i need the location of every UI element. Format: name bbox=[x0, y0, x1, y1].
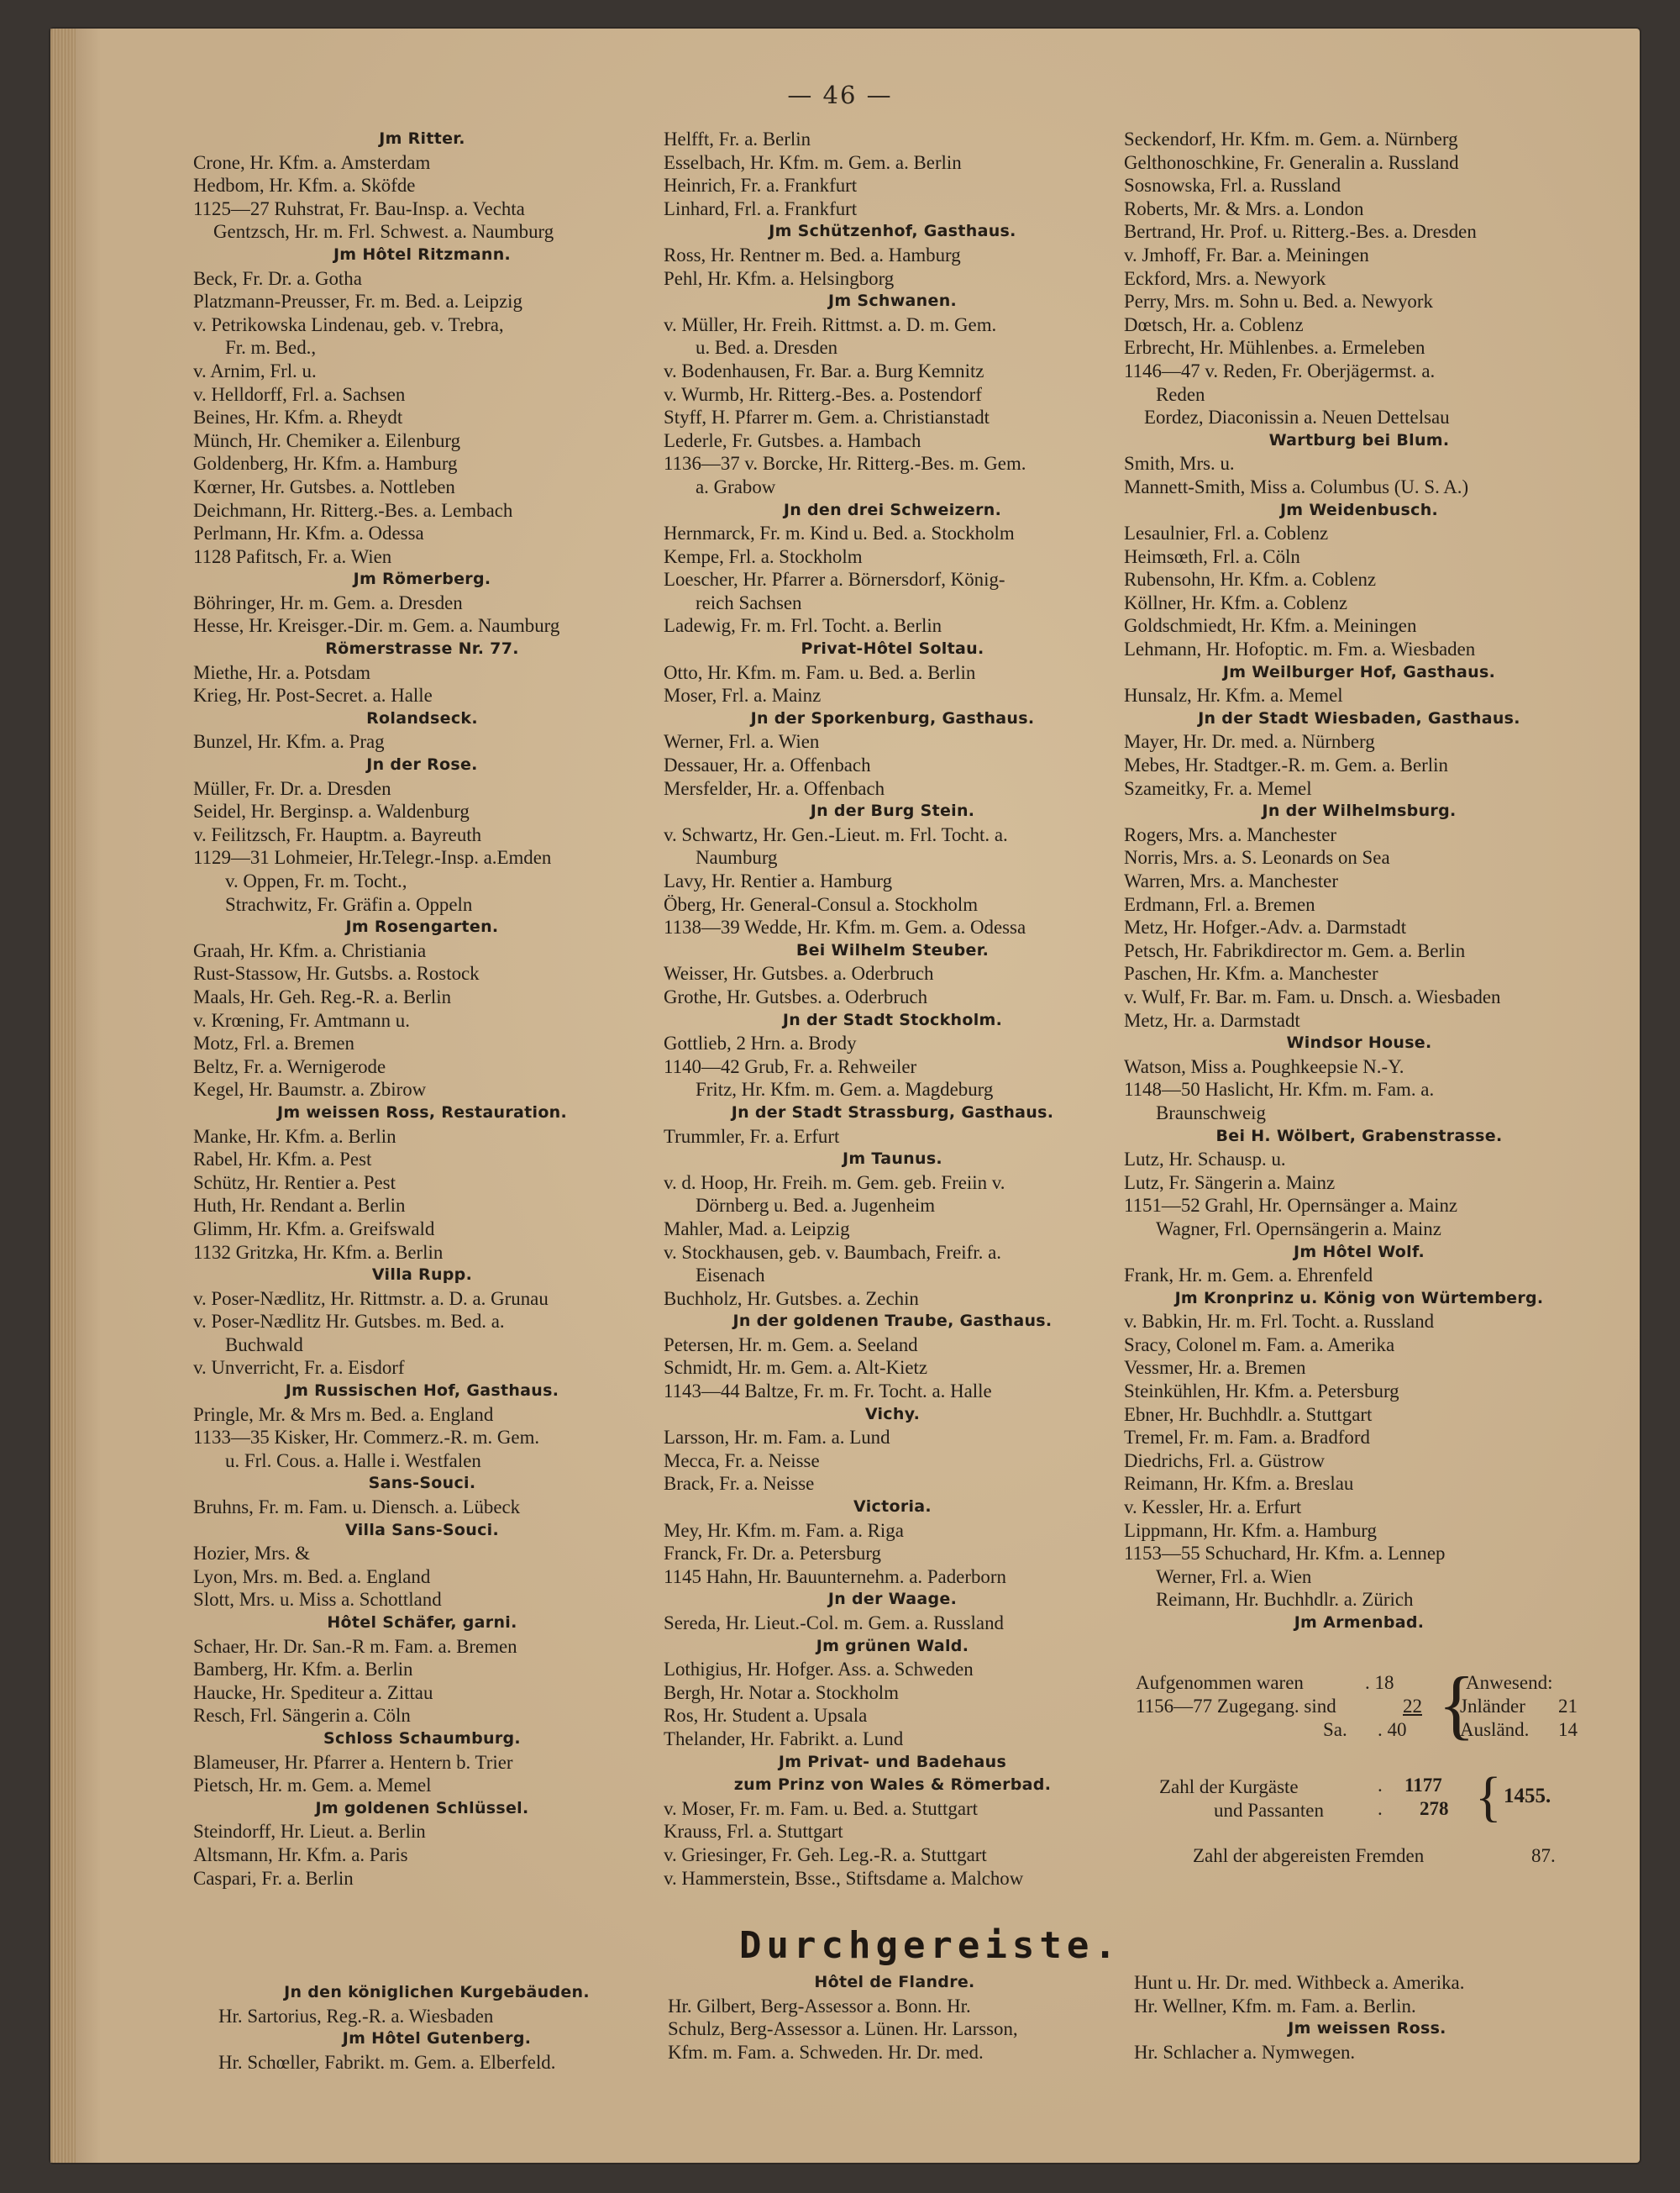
guest-entry: Hedbom, Hr. Kfm. a. Sköfde bbox=[193, 175, 416, 197]
guest-entry: Fr. m. Bed., bbox=[225, 337, 317, 359]
guest-entry: Esselbach, Hr. Kfm. m. Gem. a. Berlin bbox=[664, 151, 962, 173]
section-heading: Jm Schwanen. bbox=[827, 292, 958, 311]
guest-entry: 1143—44 Baltze, Fr. m. Fr. Tocht. a. Halle bbox=[664, 1380, 992, 1402]
guest-entry: Sracy, Colonel m. Fam. a. Amerika bbox=[1124, 1333, 1395, 1355]
guest-entry: Caspari, Fr. a. Berlin bbox=[193, 1867, 354, 1889]
guest-entry: Lutz, Hr. Schausp. u. bbox=[1124, 1149, 1286, 1170]
guest-entry: Hr. Schœller, Fabrikt. m. Gem. a. Elberfeld. bbox=[218, 2051, 556, 2073]
guest-entry: Petsch, Hr. Fabrikdirector m. Gem. a. Berlin bbox=[1124, 939, 1466, 961]
guest-entry: v. Feilitzsch, Fr. Hauptm. a. Bayreuth bbox=[193, 823, 482, 845]
durchgereiste-title: Durchgereiste. bbox=[739, 1924, 1121, 1967]
guest-entry: 1140—42 Grub, Fr. a. Rehweiler bbox=[664, 1055, 917, 1077]
section-heading: Wartburg bei Blum. bbox=[1268, 430, 1450, 450]
guest-entry: Heimsœth, Frl. a. Cöln bbox=[1124, 545, 1300, 567]
section-heading: Jn der Burg Stein. bbox=[810, 802, 975, 821]
guest-entry: Diedrichs, Frl. a. Güstrow bbox=[1124, 1449, 1326, 1471]
guest-entry: Erbrecht, Hr. Mühlenbes. a. Ermeleben bbox=[1124, 337, 1425, 359]
section-heading: Jn der Stadt Stockholm. bbox=[782, 1010, 1003, 1029]
guest-entry: Sosnowska, Frl. a. Russland bbox=[1124, 175, 1341, 197]
section-heading: Jn der Rose. bbox=[366, 755, 478, 775]
guest-entry: Reimann, Hr. Buchhdlr. a. Zürich bbox=[1156, 1589, 1414, 1611]
guest-entry: 1129—31 Lohmeier, Hr.Telegr.-Insp. a.Emden bbox=[193, 847, 552, 869]
guest-entry: Platzmann-Preusser, Fr. m. Bed. a. Leipzig bbox=[193, 291, 522, 313]
guest-entry: Dessauer, Hr. a. Offenbach bbox=[664, 755, 871, 776]
guest-entry: Lippmann, Hr. Kfm. a. Hamburg bbox=[1124, 1519, 1377, 1541]
footer-middle bbox=[668, 1971, 1121, 2064]
guest-entry: Petersen, Hr. m. Gem. a. Seeland bbox=[664, 1333, 918, 1355]
section-heading: Jn den drei Schweizern. bbox=[783, 500, 1002, 519]
guest-entry: Graah, Hr. Kfm. a. Christiania bbox=[193, 939, 427, 961]
guest-entry: Otto, Hr. Kfm. m. Fam. u. Bed. a. Berlin bbox=[664, 661, 976, 683]
guest-entry: Lyon, Mrs. m. Bed. a. England bbox=[193, 1565, 431, 1587]
guest-entry: 1128 Pafitsch, Fr. a. Wien bbox=[193, 545, 392, 567]
guest-entry: Loescher, Hr. Pfarrer a. Börnersdorf, König- bbox=[664, 569, 1005, 591]
section-heading: Bei Wilhelm Steuber. bbox=[795, 940, 990, 960]
guest-entry: Kegel, Hr. Baumstr. a. Zbirow bbox=[193, 1079, 427, 1101]
page-edges bbox=[50, 29, 76, 2163]
guest-entry: v. Moser, Fr. m. Fam. u. Bed. a. Stuttgart bbox=[664, 1797, 979, 1819]
guest-entry: Styff, H. Pfarrer m. Gem. a. Christianstadt bbox=[664, 407, 990, 429]
guest-entry: Thelander, Hr. Fabrikt. a. Lund bbox=[664, 1728, 904, 1749]
guest-entry: u. Frl. Cous. a. Halle i. Westfalen bbox=[225, 1449, 481, 1471]
section-heading: Jm weissen Ross. bbox=[1288, 2019, 1446, 2038]
guest-entry: v. Schwartz, Hr. Gen.-Lieut. m. Frl. Tocht. a. bbox=[664, 823, 1008, 845]
section-heading: Jm Ritter. bbox=[379, 129, 465, 148]
section-heading: Sans-Souci. bbox=[368, 1474, 476, 1493]
guest-entry: Dœtsch, Hr. a. Coblenz bbox=[1124, 313, 1304, 335]
guest-entry: Steinkühlen, Hr. Kfm. a. Petersburg bbox=[1124, 1380, 1399, 1402]
guest-entry: Pietsch, Hr. m. Gem. a. Memel bbox=[193, 1775, 432, 1796]
guest-entry: Beltz, Fr. a. Wernigerode bbox=[193, 1055, 386, 1077]
guest-entry: Naumburg bbox=[696, 847, 778, 869]
guest-entry: Gelthonoschkine, Fr. Generalin a. Russland bbox=[1124, 151, 1459, 173]
guest-entry: Müller, Fr. Dr. a. Dresden bbox=[193, 777, 391, 799]
armenbad-inlaender-value: 21 bbox=[1558, 1696, 1578, 1717]
guest-entry: 1146—47 v. Reden, Fr. Oberjägermst. a. bbox=[1124, 360, 1436, 381]
guest-entry: Larsson, Hr. m. Fam. a. Lund bbox=[664, 1427, 890, 1449]
guest-entry: Kœrner, Hr. Gutsbes. a. Nottleben bbox=[193, 476, 455, 497]
guest-entry: Rust-Stassow, Hr. Gutsbs. a. Rostock bbox=[193, 963, 480, 985]
section-heading: Jn der Stadt Wiesbaden, Gasthaus. bbox=[1198, 708, 1520, 728]
kurgaeste-value: 1177 bbox=[1404, 1775, 1442, 1796]
armenbad-auslaender-value: 14 bbox=[1558, 1719, 1578, 1740]
guest-entry: Vessmer, Hr. a. Bremen bbox=[1124, 1357, 1306, 1379]
guest-entry: Franck, Fr. Dr. a. Petersburg bbox=[664, 1543, 881, 1565]
guest-entry: Pringle, Mr. & Mrs m. Bed. a. England bbox=[193, 1403, 494, 1425]
guest-entry: Buchholz, Hr. Gutsbes. a. Zechin bbox=[664, 1287, 919, 1309]
section-heading: Rolandseck. bbox=[366, 708, 478, 728]
guest-entry: v. Petrikowska Lindenau, geb. v. Trebra, bbox=[193, 313, 504, 335]
guest-entry: Mebes, Hr. Stadtger.-R. m. Gem. a. Berlin bbox=[1124, 755, 1448, 776]
guest-entry: Heinrich, Fr. a. Frankfurt bbox=[664, 175, 858, 197]
guest-entry: v. Wulf, Fr. Bar. m. Fam. u. Dnsch. a. Wiesbaden bbox=[1124, 986, 1501, 1007]
guest-entry: Böhringer, Hr. m. Gem. a. Dresden bbox=[193, 592, 463, 613]
guest-entry: Bruhns, Fr. m. Fam. u. Diensch. a. Lübeck bbox=[193, 1496, 521, 1518]
guest-entry: v. Poser-Nædlitz Hr. Gutsbes. m. Bed. a. bbox=[193, 1311, 505, 1333]
kurgaeste-dot: . bbox=[1378, 1775, 1383, 1796]
kurgaeste-label: Zahl der Kurgäste bbox=[1159, 1776, 1299, 1797]
section-heading: Hôtel Schäfer, garni. bbox=[327, 1613, 517, 1632]
guest-entry: Schulz, Berg-Assessor a. Lünen. Hr. Larsson, bbox=[668, 2018, 1018, 2040]
guest-entry: Trummler, Fr. a. Erfurt bbox=[664, 1125, 840, 1147]
guest-entry: Strachwitz, Fr. Gräfin a. Oppeln bbox=[225, 893, 473, 915]
guest-entry: Steindorff, Hr. Lieut. a. Berlin bbox=[193, 1821, 426, 1843]
section-heading: Jm Armenbad. bbox=[1294, 1613, 1425, 1632]
section-heading: Jm Taunus. bbox=[843, 1149, 942, 1169]
guest-entry: Schmidt, Hr. m. Gem. a. Alt-Kietz bbox=[664, 1357, 928, 1379]
guest-entry: Werner, Frl. a. Wien bbox=[664, 731, 820, 753]
guest-entry: Lutz, Fr. Sängerin a. Mainz bbox=[1124, 1171, 1336, 1193]
guest-entry: v. Krœning, Fr. Amtmann u. bbox=[193, 1009, 410, 1031]
guest-entry: Ladewig, Fr. m. Frl. Tocht. a. Berlin bbox=[664, 615, 942, 637]
guest-entry: Fritz, Hr. Kfm. m. Gem. a. Magdeburg bbox=[696, 1079, 994, 1101]
guest-entry: Manke, Hr. Kfm. a. Berlin bbox=[193, 1125, 396, 1147]
guest-entry: Metz, Hr. a. Darmstadt bbox=[1124, 1009, 1300, 1031]
section-heading: Jm Weilburger Hof, Gasthaus. bbox=[1222, 662, 1496, 681]
guest-entry: 1145 Hahn, Hr. Bauunternehm. a. Paderborn bbox=[664, 1565, 1006, 1587]
guest-entry: Hesse, Hr. Kreisger.-Dir. m. Gem. a. Naumburg bbox=[193, 615, 560, 637]
guest-entry: Mey, Hr. Kfm. m. Fam. a. Riga bbox=[664, 1519, 904, 1541]
guest-entry: Blameuser, Hr. Pfarrer a. Hentern b. Trier bbox=[193, 1751, 513, 1773]
guest-entry: Rubensohn, Hr. Kfm. a. Coblenz bbox=[1124, 569, 1377, 591]
armenbad-sa-value: . 40 bbox=[1378, 1719, 1407, 1740]
section-heading: Schloss Schaumburg. bbox=[323, 1728, 521, 1748]
armenbad-brace: { bbox=[1438, 1661, 1476, 1747]
guest-entry: Schaer, Hr. Dr. San.-R m. Fam. a. Bremen bbox=[193, 1635, 517, 1657]
guest-entry: 1136—37 v. Borcke, Hr. Ritterg.-Bes. m. Gem. bbox=[664, 453, 1026, 475]
guest-entry: Motz, Frl. a. Bremen bbox=[193, 1033, 354, 1054]
section-heading: Jm grünen Wald. bbox=[816, 1636, 969, 1655]
guest-entry: Mahler, Mad. a. Leipzig bbox=[664, 1217, 850, 1239]
guest-entry: v. Oppen, Fr. m. Tocht., bbox=[225, 870, 407, 891]
guest-entry: 1138—39 Wedde, Hr. Kfm. m. Gem. a. Odessa bbox=[664, 917, 1026, 939]
guest-entry: Öberg, Hr. General-Consul a. Stockholm bbox=[664, 893, 979, 915]
guest-entry: Eordez, Diaconissin a. Neuen Dettelsau bbox=[1144, 407, 1450, 429]
guest-entry: Helfft, Fr. a. Berlin bbox=[664, 129, 811, 150]
guest-entry: Norris, Mrs. a. S. Leonards on Sea bbox=[1124, 847, 1390, 869]
guest-entry: Hr. Schlacher a. Nymwegen. bbox=[1134, 2041, 1356, 2063]
section-heading: Jm Rosengarten. bbox=[345, 918, 499, 937]
guest-entry: Hunt u. Hr. Dr. med. Withbeck a. Amerika. bbox=[1134, 1972, 1465, 1993]
guest-entry: Rabel, Hr. Kfm. a. Pest bbox=[193, 1149, 372, 1170]
guest-entry: Werner, Frl. a. Wien bbox=[1156, 1565, 1312, 1587]
guest-entry: 1125—27 Ruhstrat, Fr. Bau-Insp. a. Vechta bbox=[193, 197, 525, 219]
armenbad-aufgenommen-label: Aufgenommen waren bbox=[1136, 1672, 1304, 1693]
guest-entry: v. Arnim, Frl. u. bbox=[193, 360, 317, 381]
guest-entry: Deichmann, Hr. Ritterg.-Bes. a. Lembach bbox=[193, 499, 513, 521]
guest-entry: Hozier, Mrs. & bbox=[193, 1543, 310, 1565]
guest-entry: a. Grabow bbox=[696, 476, 776, 497]
guest-entry: Mersfelder, Hr. a. Offenbach bbox=[664, 777, 885, 799]
guest-entry: Slott, Mrs. u. Miss a. Schottland bbox=[193, 1589, 442, 1611]
guest-entry: Hr. Wellner, Kfm. m. Fam. a. Berlin. bbox=[1134, 1995, 1416, 2017]
section-heading: zum Prinz von Wales & Römerbad. bbox=[733, 1775, 1052, 1795]
armenbad-sa-label: Sa. bbox=[1323, 1719, 1347, 1740]
section-heading: Jn der Stadt Strassburg, Gasthaus. bbox=[731, 1102, 1054, 1122]
passanten-value: 278 bbox=[1420, 1798, 1449, 1819]
section-heading: Jm goldenen Schlüssel. bbox=[315, 1798, 529, 1817]
guest-entry: v. Hammerstein, Bsse., Stiftsdame a. Malchow bbox=[664, 1867, 1024, 1889]
section-heading: Villa Rupp. bbox=[371, 1265, 473, 1285]
section-heading: Jm Privat- und Badehaus bbox=[778, 1752, 1007, 1771]
guest-entry: Mayer, Hr. Dr. med. a. Nürnberg bbox=[1124, 731, 1375, 753]
guest-entry: Bertrand, Hr. Prof. u. Ritterg.-Bes. a. Dresden bbox=[1124, 221, 1477, 243]
guest-entry: Dörnberg u. Bed. a. Jugenheim bbox=[696, 1195, 936, 1217]
guest-entry: Hernmarck, Fr. m. Kind u. Bed. a. Stockholm bbox=[664, 523, 1015, 544]
guest-entry: Grothe, Hr. Gutsbes. a. Oderbruch bbox=[664, 986, 928, 1007]
guest-entry: Mannett-Smith, Miss a. Columbus (U. S. A.) bbox=[1124, 476, 1469, 497]
section-heading: Hôtel de Flandre. bbox=[814, 1973, 975, 1991]
armenbad-inlaender-label: Jnländer bbox=[1460, 1696, 1525, 1717]
guest-entry: Bergh, Hr. Notar a. Stockholm bbox=[664, 1681, 899, 1703]
guest-entry: Mecca, Fr. a. Neisse bbox=[664, 1449, 820, 1471]
guest-entry: Buchwald bbox=[225, 1333, 303, 1355]
section-heading: Jm Kronprinz u. König von Würtemberg. bbox=[1174, 1288, 1544, 1307]
section-heading: Jm Hôtel Wolf. bbox=[1293, 1242, 1425, 1261]
passanten-dot: . bbox=[1378, 1798, 1383, 1819]
guest-entry: Roberts, Mr. & Mrs. a. London bbox=[1124, 197, 1364, 219]
section-heading: Römerstrasse Nr. 77. bbox=[325, 639, 519, 659]
guest-entry: v. Griesinger, Fr. Geh. Leg.-R. a. Stuttgart bbox=[664, 1843, 987, 1865]
guest-entry: Tremel, Fr. m. Fam. a. Bradford bbox=[1124, 1427, 1370, 1449]
guest-entry: Frank, Hr. m. Gem. a. Ehrenfeld bbox=[1124, 1265, 1373, 1286]
section-heading: Jm Römerberg. bbox=[353, 570, 491, 589]
guest-entry: Brack, Fr. a. Neisse bbox=[664, 1473, 815, 1495]
column-3 bbox=[1124, 128, 1594, 1635]
armenbad-auslaender-label: Ausländ. bbox=[1460, 1719, 1530, 1740]
guest-entry: Perlmann, Hr. Kfm. a. Odessa bbox=[193, 523, 424, 544]
guest-entry: Seidel, Hr. Berginsp. a. Waldenburg bbox=[193, 801, 470, 823]
guest-entry: Maals, Hr. Geh. Reg.-R. a. Berlin bbox=[193, 986, 452, 1007]
section-heading: Victoria. bbox=[853, 1497, 932, 1517]
guest-entry: Szameitky, Fr. a. Memel bbox=[1124, 777, 1312, 799]
guest-entry: Kfm. m. Fam. a. Schweden. Hr. Dr. med. bbox=[668, 2041, 984, 2063]
guest-entry: Weisser, Hr. Gutsbes. a. Oderbruch bbox=[664, 963, 934, 985]
footer-left bbox=[218, 1981, 655, 2074]
guest-entry: Gottlieb, 2 Hrn. a. Brody bbox=[664, 1033, 857, 1054]
guest-entry: Watson, Miss a. Poughkeepsie N.-Y. bbox=[1124, 1055, 1404, 1077]
footer-right bbox=[1134, 1971, 1600, 2064]
guest-entry: Reden bbox=[1156, 383, 1205, 405]
guest-entry: Bunzel, Hr. Kfm. a. Prag bbox=[193, 731, 385, 753]
section-heading: Villa Sans-Souci. bbox=[345, 1520, 499, 1539]
guest-entry: v. d. Hoop, Hr. Freih. m. Gem. geb. Freiin v. bbox=[664, 1171, 1005, 1193]
section-heading: Jn der Wilhelmsburg. bbox=[1262, 802, 1457, 821]
guest-entry: Metz, Hr. Hofger.-Adv. a. Darmstadt bbox=[1124, 917, 1407, 939]
guest-entry: 1132 Gritzka, Hr. Kfm. a. Berlin bbox=[193, 1241, 444, 1263]
section-heading: Jm Russischen Hof, Gasthaus. bbox=[285, 1381, 559, 1401]
guest-entry: Sereda, Hr. Lieut.-Col. m. Gem. a. Russland bbox=[664, 1612, 1004, 1633]
guest-entry: v. Helldorff, Frl. a. Sachsen bbox=[193, 383, 406, 405]
guest-entry: Lavy, Hr. Rentier a. Hamburg bbox=[664, 870, 893, 891]
guest-entry: Krauss, Frl. a. Stuttgart bbox=[664, 1821, 843, 1843]
guest-entry: Lesaulnier, Frl. a. Coblenz bbox=[1124, 523, 1329, 544]
armenbad-aufgenommen-value: . 18 bbox=[1365, 1672, 1394, 1693]
guest-entry: v. Müller, Hr. Freih. Rittmst. a. D. m. Gem. bbox=[664, 313, 997, 335]
guest-entry: Ebner, Hr. Buchhdlr. a. Stuttgart bbox=[1124, 1403, 1373, 1425]
armenbad-zugang-value: 22 bbox=[1403, 1696, 1422, 1717]
guest-entry: Haucke, Hr. Spediteur a. Zittau bbox=[193, 1681, 433, 1703]
guest-entry: v. Wurmb, Hr. Ritterg.-Bes. a. Postendorf bbox=[664, 383, 982, 405]
guest-entry: Linhard, Frl. a. Frankfurt bbox=[664, 197, 858, 219]
guest-entry: Altsmann, Hr. Kfm. a. Paris bbox=[193, 1843, 408, 1865]
section-heading: Privat-Hôtel Soltau. bbox=[801, 639, 984, 659]
guest-entry: Ros, Hr. Student a. Upsala bbox=[664, 1705, 868, 1727]
guest-entry: Resch, Frl. Sängerin a. Cöln bbox=[193, 1705, 411, 1727]
guest-entry: Bamberg, Hr. Kfm. a. Berlin bbox=[193, 1659, 413, 1680]
guest-entry: 1148—50 Haslicht, Hr. Kfm. m. Fam. a. bbox=[1124, 1079, 1435, 1101]
guest-entry: Beck, Fr. Dr. a. Gotha bbox=[193, 267, 362, 289]
totals-brace: { bbox=[1475, 1766, 1502, 1828]
guest-entry: Eisenach bbox=[696, 1265, 765, 1286]
guest-entry: Hunsalz, Hr. Kfm. a. Memel bbox=[1124, 685, 1343, 707]
guest-entry: Hr. Sartorius, Reg.-R. a. Wiesbaden bbox=[218, 2005, 494, 2027]
totals-sum: 1455. bbox=[1504, 1785, 1551, 1807]
guest-entry: Lothigius, Hr. Hofger. Ass. a. Schweden bbox=[664, 1659, 974, 1680]
guest-entry: Huth, Hr. Rendant a. Berlin bbox=[193, 1195, 406, 1217]
section-heading: Jm Hôtel Ritzmann. bbox=[333, 245, 512, 264]
page-number: — 46 — bbox=[787, 81, 893, 109]
guest-entry: Braunschweig bbox=[1156, 1102, 1266, 1123]
guest-entry: Goldenberg, Hr. Kfm. a. Hamburg bbox=[193, 453, 458, 475]
section-heading: Windsor House. bbox=[1286, 1033, 1432, 1053]
guest-entry: Hr. Gilbert, Berg-Assessor a. Bonn. Hr. bbox=[668, 1995, 971, 2017]
section-heading: Jn der Sporkenburg, Gasthaus. bbox=[750, 708, 1035, 728]
section-heading: Vichy. bbox=[864, 1404, 921, 1423]
guest-entry: Smith, Mrs. u. bbox=[1124, 453, 1235, 475]
guest-entry: v. Babkin, Hr. m. Frl. Tocht. a. Russland bbox=[1124, 1311, 1435, 1333]
section-heading: Jm Hôtel Gutenberg. bbox=[342, 2029, 532, 2048]
guest-entry: Crone, Hr. Kfm. a. Amsterdam bbox=[193, 151, 431, 173]
column-2 bbox=[664, 128, 1121, 1890]
section-heading: Jn der Waage. bbox=[827, 1590, 958, 1609]
guest-entry: v. Unverricht, Fr. a. Eisdorf bbox=[193, 1357, 405, 1379]
guest-entry: Moser, Frl. a. Mainz bbox=[664, 685, 822, 707]
section-heading: Bei H. Wölbert, Grabenstrasse. bbox=[1215, 1126, 1503, 1145]
guest-entry: Miethe, Hr. a. Potsdam bbox=[193, 661, 371, 683]
guest-entry: Wagner, Frl. Opernsängerin a. Mainz bbox=[1156, 1217, 1441, 1239]
guest-entry: Ross, Hr. Rentner m. Bed. a. Hamburg bbox=[664, 244, 961, 266]
guest-entry: Gentzsch, Hr. m. Frl. Schwest. a. Naumburg bbox=[213, 221, 554, 243]
guest-entry: v. Jmhoff, Fr. Bar. a. Meiningen bbox=[1124, 244, 1369, 266]
guest-entry: Lehmann, Hr. Hofoptic. m. Fm. a. Wiesbaden bbox=[1124, 639, 1476, 660]
guest-entry: Rogers, Mrs. a. Manchester bbox=[1124, 823, 1337, 845]
guest-entry: Köllner, Hr. Kfm. a. Coblenz bbox=[1124, 592, 1348, 613]
guest-entry: Schütz, Hr. Rentier a. Pest bbox=[193, 1171, 396, 1193]
guest-entry: Eckford, Mrs. a. Newyork bbox=[1124, 267, 1326, 289]
guest-entry: Glimm, Hr. Kfm. a. Greifswald bbox=[193, 1217, 435, 1239]
section-heading: Jn der goldenen Traube, Gasthaus. bbox=[732, 1312, 1053, 1331]
section-heading: Jm weissen Ross, Restauration. bbox=[276, 1102, 568, 1122]
guest-entry: Kempe, Frl. a. Stockholm bbox=[664, 545, 863, 567]
guest-entry: Warren, Mrs. a. Manchester bbox=[1124, 870, 1338, 891]
guest-entry: Pehl, Hr. Kfm. a. Helsingborg bbox=[664, 267, 895, 289]
guest-entry: Krieg, Hr. Post-Secret. a. Halle bbox=[193, 685, 433, 707]
guest-entry: 1133—35 Kisker, Hr. Commerz.-R. m. Gem. bbox=[193, 1427, 540, 1449]
abgereist-value: 87. bbox=[1531, 1845, 1556, 1866]
column-1 bbox=[193, 128, 651, 1890]
guest-entry: Paschen, Hr. Kfm. a. Manchester bbox=[1124, 963, 1378, 985]
guest-entry: reich Sachsen bbox=[696, 592, 802, 613]
section-heading: Jn den königlichen Kurgebäuden. bbox=[284, 1983, 590, 2001]
guest-entry: Perry, Mrs. m. Sohn u. Bed. a. Newyork bbox=[1124, 291, 1433, 313]
guest-entry: Seckendorf, Hr. Kfm. m. Gem. a. Nürnberg bbox=[1124, 129, 1458, 150]
guest-entry: Erdmann, Frl. a. Bremen bbox=[1124, 893, 1315, 915]
section-heading: Jm Schützenhof, Gasthaus. bbox=[769, 222, 1016, 241]
section-heading: Jm Weidenbusch. bbox=[1279, 500, 1439, 519]
guest-entry: Lederle, Fr. Gutsbes. a. Hambach bbox=[664, 429, 921, 451]
guest-entry: v. Stockhausen, geb. v. Baumbach, Freifr. a. bbox=[664, 1241, 1001, 1263]
guest-entry: Goldschmiedt, Hr. Kfm. a. Meiningen bbox=[1124, 615, 1417, 637]
armenbad-zugang-label: 1156—77 Zugegang. sind bbox=[1136, 1696, 1336, 1717]
guest-entry: Münch, Hr. Chemiker a. Eilenburg bbox=[193, 429, 461, 451]
guest-entry: u. Bed. a. Dresden bbox=[696, 337, 838, 359]
guest-entry: Beines, Hr. Kfm. a. Rheydt bbox=[193, 407, 403, 429]
abgereist-label: Zahl der abgereisten Fremden bbox=[1193, 1845, 1425, 1866]
guest-entry: v. Poser-Nædlitz, Hr. Rittmstr. a. D. a. Grunau bbox=[193, 1287, 549, 1309]
passanten-label: und Passanten bbox=[1214, 1800, 1324, 1821]
guest-entry: v. Bodenhausen, Fr. Bar. a. Burg Kemnitz bbox=[664, 360, 984, 381]
guest-entry: v. Kessler, Hr. a. Erfurt bbox=[1124, 1496, 1302, 1518]
guest-entry: Reimann, Hr. Kfm. a. Breslau bbox=[1124, 1473, 1354, 1495]
guest-entry: 1153—55 Schuchard, Hr. Kfm. a. Lennep bbox=[1124, 1543, 1446, 1565]
guest-entry: 1151—52 Grahl, Hr. Opernsänger a. Mainz bbox=[1124, 1195, 1458, 1217]
armenbad-anwesend-label: Anwesend: bbox=[1466, 1672, 1553, 1693]
